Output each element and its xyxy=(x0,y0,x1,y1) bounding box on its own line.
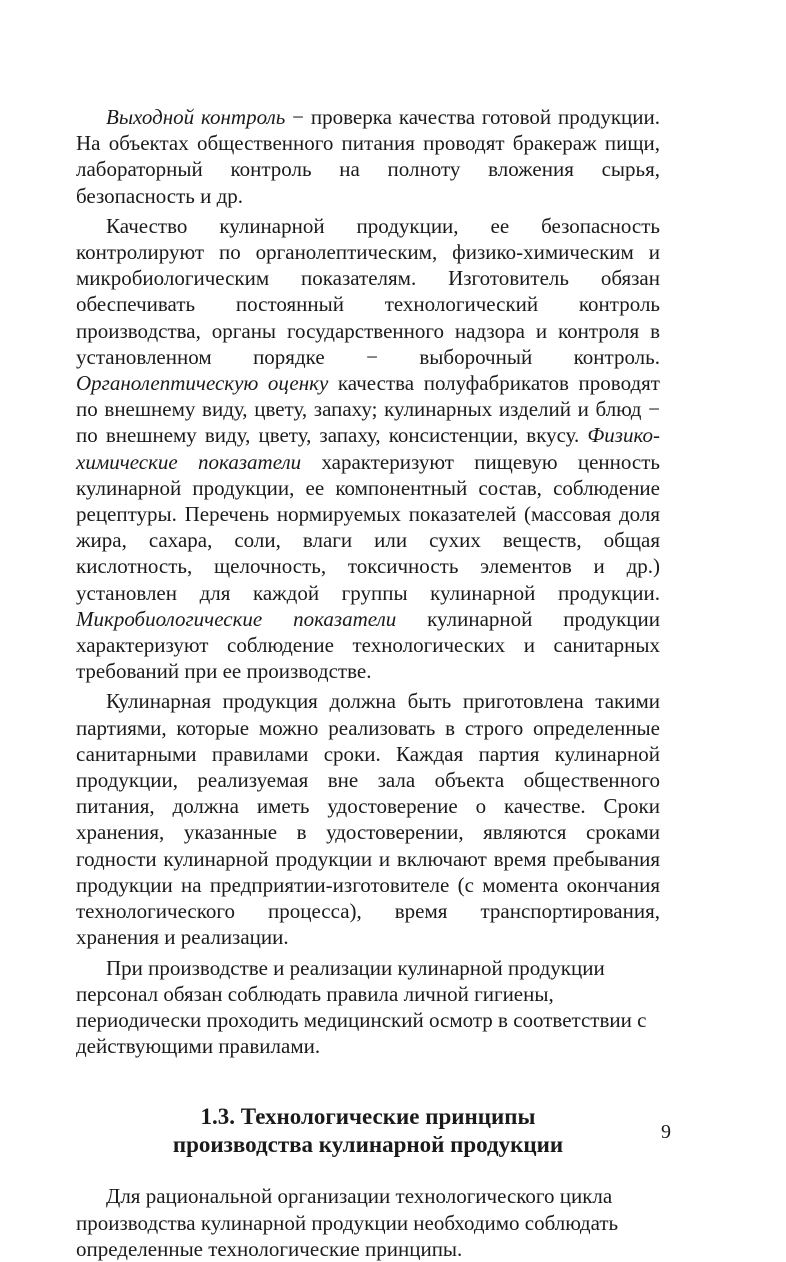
term-organoleptic: Органолептическую оценку xyxy=(76,371,329,396)
section-heading xyxy=(76,1103,660,1159)
paragraph-text: качества полуфабрикатов проводят по внешнему виду, цвету, запаху; кулинарных изделий и блюд − по внешнему виду, цвету, запаху, консистенции, вкусу. xyxy=(76,371,660,448)
section-heading-line-1: 1.3. Технологические принципы xyxy=(200,1104,536,1130)
page-number: 9 xyxy=(661,1121,671,1143)
paragraph-quality-control xyxy=(76,213,660,685)
term-physico-chemical: Физико-химические показатели xyxy=(76,423,660,474)
paragraph-hygiene: При производстве и реализации кулинарной продукции персонал обязан соблюдать правила личной гигиены, периодически проходить медицинский осмотр в соответствии с действующими правилами. xyxy=(76,955,647,1059)
term-output-control: Выходной контроль xyxy=(106,105,286,129)
paragraph-text: Качество кулинарной продукции, ее безопасность контролируют по органолептическим, физико-химическим и микробиологическим показателям. Изготовитель обязан обеспечивать постоянный технологический контроль производства, органы государственного надзора и контроля в установленном порядке − выборочный контроль. xyxy=(76,213,660,369)
section-heading-line-2: производства кулинарной продукции xyxy=(172,1132,564,1158)
paragraph-text: − проверка качества готовой продукции. На объектах общественного питания проводят бракераж пищи, лабораторный контроль на полноту вложения сырья, безопасность и др. xyxy=(76,105,660,208)
paragraph-text: кулинарной продукции характеризуют соблюдение технологических и санитарных требований при ее производстве. xyxy=(76,606,660,684)
paragraph-output-control xyxy=(76,104,660,209)
term-microbiological: Микробиологические показатели xyxy=(76,606,397,631)
paragraph-text: характеризуют пищевую ценность кулинарной продукции, ее компонентный состав, соблюдение рецептуры. Перечень нормируемых показателей (массовая доля жира, сахара, соли, влаги или сухих веществ, общая кислотность, щелочность, токсичность элементов и др.) установлен для каждой группы кулинарной продукции. xyxy=(76,449,660,605)
paragraph-batches: Кулинарная продукция должна быть приготовлена такими партиями, которые можно реализовать в строго определенные санитарными правилами сроки. Каждая партия кулинарной продукции, реализуемая вне зала объекта общественного питания, должна иметь удостоверение о качестве. Сроки хранения, указанные в удостоверении, являются сроками годности кулинарной продукции и включают время пребывания продукции на предприятии-изготовителе (с момента окончания технологического процесса), время транспортирования, хранения и реализации. xyxy=(76,689,660,950)
paragraph-section-intro: Для рациональной организации технологического цикла производства кулинарной продукции необходимо соблюдать определенные технологические принципы. xyxy=(76,1184,619,1261)
page-body xyxy=(76,104,660,1262)
